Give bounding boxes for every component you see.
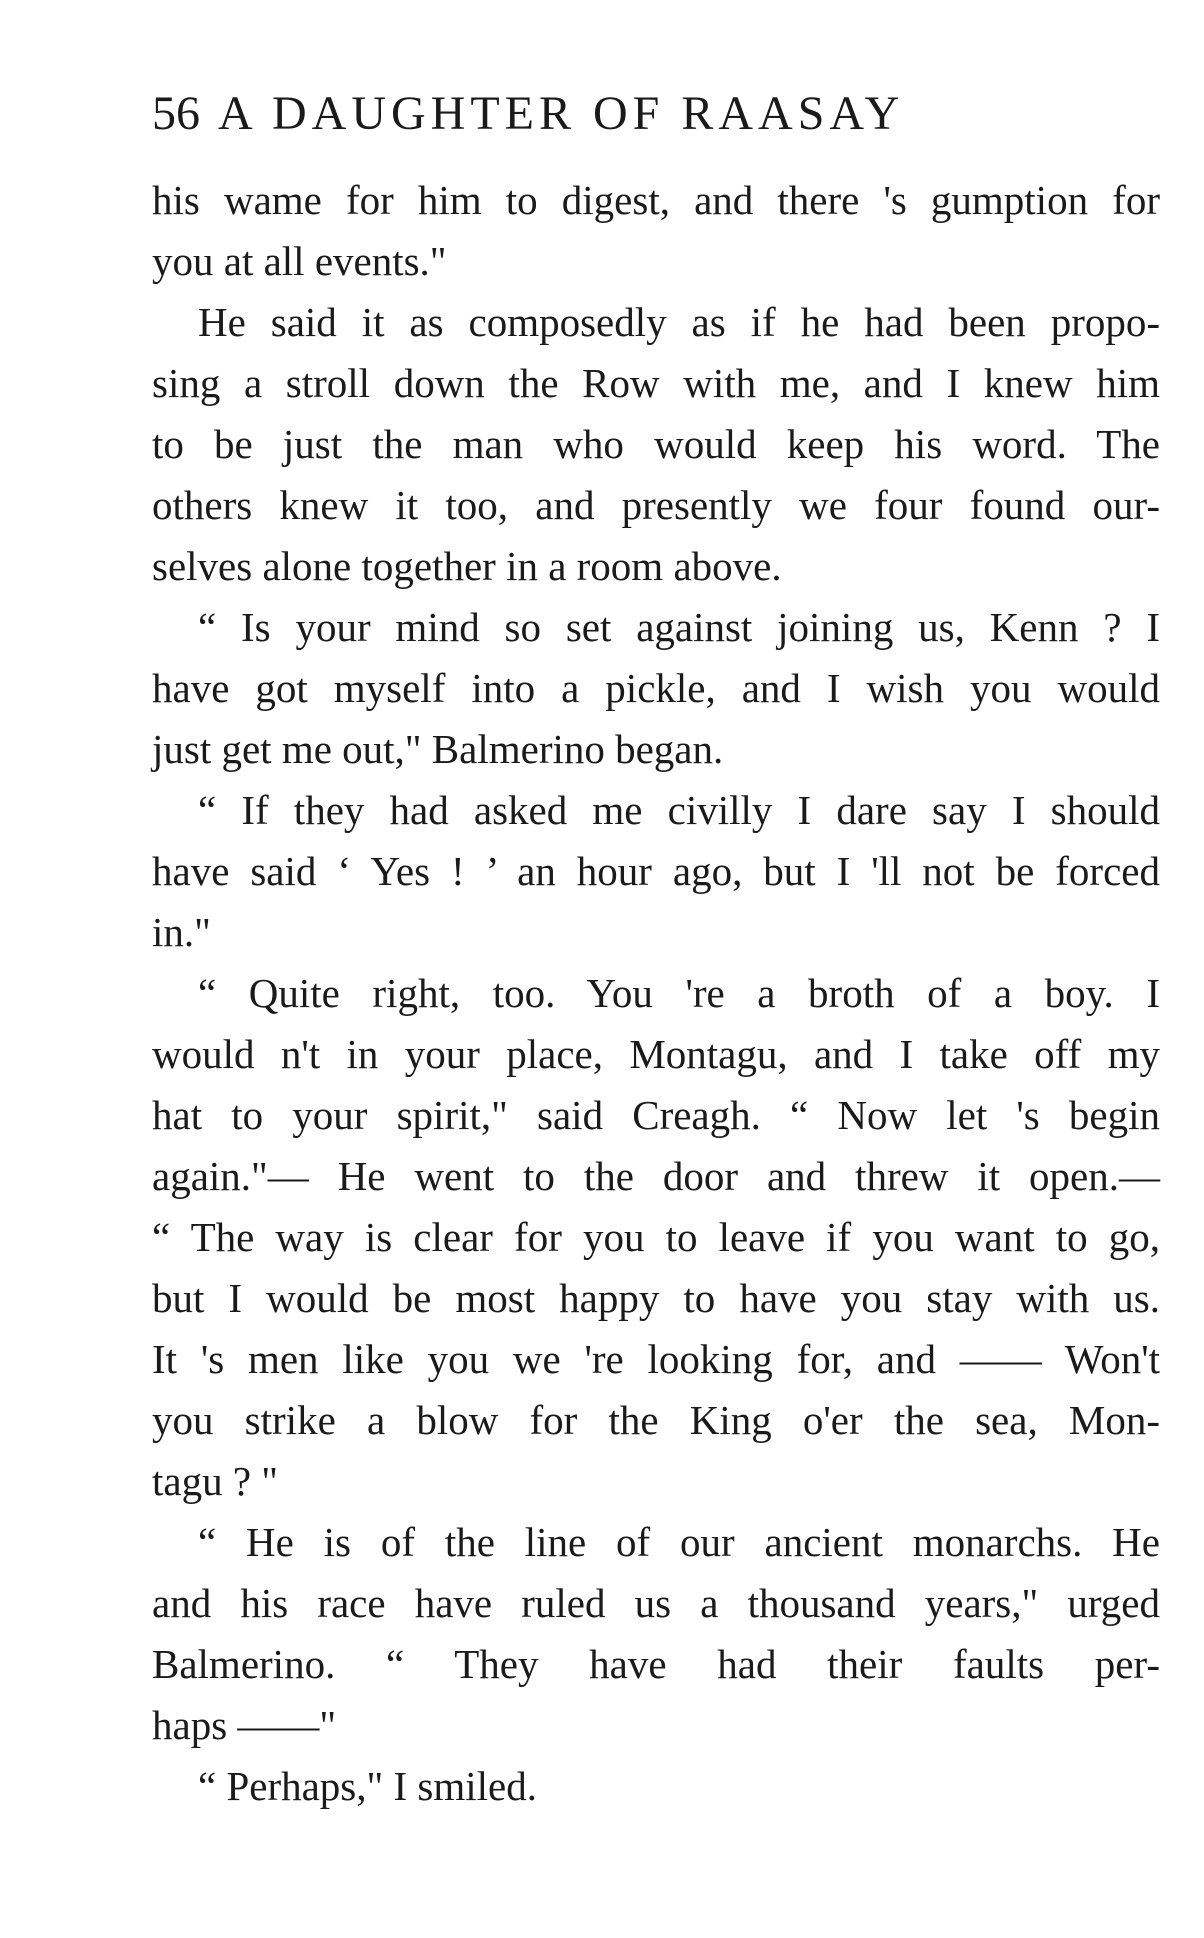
text-line: and his race have ruled us a thousand years," urged [152, 1580, 1160, 1626]
text-line: It 's men like you we 're looking for, and —— Won't [152, 1336, 1160, 1382]
text-line: He said it as composedly as if he had been propo- [198, 299, 1160, 345]
text-line: again."— He went to the door and threw it open.— [152, 1153, 1160, 1199]
text-line: sing a stroll down the Row with me, and I knew him [152, 360, 1160, 406]
page-number: 56 [152, 87, 200, 140]
text-line: his wame for him to digest, and there 's gumption for [152, 177, 1160, 223]
text-line: have said ‘ Yes ! ’ an hour ago, but I 'll not be forced [152, 848, 1160, 894]
text-line: “ If they had asked me civilly I dare say I should [198, 787, 1160, 833]
body-text [152, 170, 1160, 1817]
text-line: tagu ? " [152, 1458, 279, 1504]
text-line: “ The way is clear for you to leave if you want to go, [152, 1214, 1160, 1260]
text-line: “ He is of the line of our ancient monarchs. He [198, 1519, 1160, 1565]
text-line: haps ——" [152, 1702, 337, 1748]
text-line: hat to your spirit," said Creagh. “ Now let 's begin [152, 1092, 1160, 1138]
text-line: have got myself into a pickle, and I wish you would [152, 665, 1160, 711]
running-header [152, 84, 1152, 144]
running-title: A DAUGHTER OF RAASAY [218, 87, 905, 140]
text-line: would n't in your place, Montagu, and I take off my [152, 1031, 1160, 1077]
text-line: but I would be most happy to have you stay with us. [152, 1275, 1160, 1321]
text-line: just get me out," Balmerino began. [152, 726, 724, 772]
text-line: “ Is your mind so set against joining us, Kenn ? I [198, 604, 1160, 650]
text-line: “ Perhaps," I smiled. [198, 1763, 537, 1809]
text-line: selves alone together in a room above. [152, 543, 782, 589]
text-line: you strike a blow for the King o'er the sea, Mon- [152, 1397, 1160, 1443]
text-line: Balmerino. “ They have had their faults per- [152, 1641, 1160, 1687]
text-line: in." [152, 909, 211, 955]
text-line: you at all events." [152, 238, 447, 284]
text-line: to be just the man who would keep his word. The [152, 421, 1160, 467]
text-line: “ Quite right, too. You 're a broth of a boy. I [198, 970, 1160, 1016]
text-line: others knew it too, and presently we four found our- [152, 482, 1160, 528]
